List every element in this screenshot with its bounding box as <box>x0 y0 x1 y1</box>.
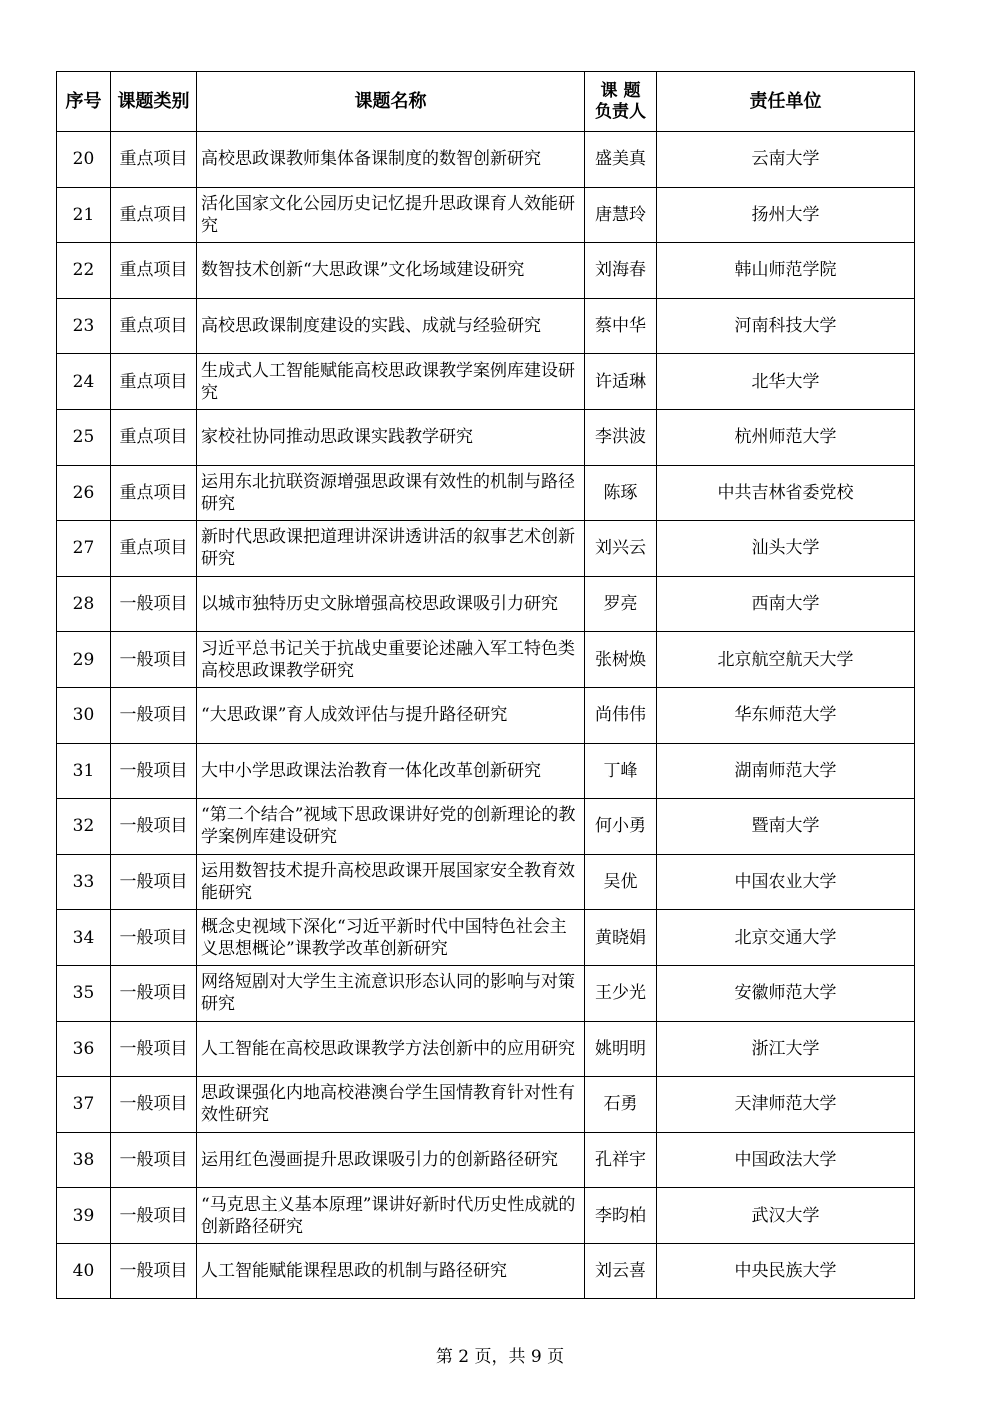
cell-lead: 黄晓娟 <box>585 910 657 966</box>
cell-no: 40 <box>57 1243 111 1299</box>
table-row <box>57 1077 915 1133</box>
cell-unit: 北华大学 <box>657 354 915 410</box>
cell-unit: 中国农业大学 <box>657 854 915 910</box>
table-row <box>57 910 915 966</box>
cell-title: 新时代思政课把道理讲深讲透讲活的叙事艺术创新研究 <box>197 521 585 577</box>
table-row <box>57 632 915 688</box>
cell-lead: 吴优 <box>585 854 657 910</box>
cell-no: 38 <box>57 1132 111 1188</box>
cell-title: 网络短剧对大学生主流意识形态认同的影响与对策研究 <box>197 965 585 1021</box>
cell-type: 一般项目 <box>111 743 197 799</box>
cell-no: 39 <box>57 1188 111 1244</box>
cell-lead: 盛美真 <box>585 132 657 188</box>
cell-lead: 刘兴云 <box>585 521 657 577</box>
cell-no: 28 <box>57 576 111 632</box>
table-row <box>57 132 915 188</box>
cell-unit: 湖南师范大学 <box>657 743 915 799</box>
cell-type: 一般项目 <box>111 1132 197 1188</box>
cell-title: 活化国家文化公园历史记忆提升思政课育人效能研究 <box>197 187 585 243</box>
cell-type: 一般项目 <box>111 1077 197 1133</box>
cell-unit: 河南科技大学 <box>657 298 915 354</box>
cell-type: 一般项目 <box>111 632 197 688</box>
table-row <box>57 521 915 577</box>
cell-title: 数智技术创新“大思政课”文化场域建设研究 <box>197 243 585 299</box>
cell-lead: 王少光 <box>585 965 657 1021</box>
cell-title: 思政课强化内地高校港澳台学生国情教育针对性有效性研究 <box>197 1077 585 1133</box>
cell-unit: 北京交通大学 <box>657 910 915 966</box>
cell-title: 以城市独特历史文脉增强高校思政课吸引力研究 <box>197 576 585 632</box>
table-row <box>57 187 915 243</box>
cell-title: 运用红色漫画提升思政课吸引力的创新路径研究 <box>197 1132 585 1188</box>
table-row <box>57 1132 915 1188</box>
cell-title: 大中小学思政课法治教育一体化改革创新研究 <box>197 743 585 799</box>
cell-title: “第二个结合”视域下思政课讲好党的创新理论的教学案例库建设研究 <box>197 799 585 855</box>
cell-no: 27 <box>57 521 111 577</box>
cell-type: 重点项目 <box>111 465 197 521</box>
cell-type: 一般项目 <box>111 965 197 1021</box>
cell-unit: 杭州师范大学 <box>657 409 915 465</box>
table-row <box>57 1021 915 1077</box>
cell-lead: 丁峰 <box>585 743 657 799</box>
cell-type: 一般项目 <box>111 910 197 966</box>
table-row <box>57 1188 915 1244</box>
cell-lead: 李洪波 <box>585 409 657 465</box>
cell-no: 30 <box>57 687 111 743</box>
table-row <box>57 409 915 465</box>
cell-no: 37 <box>57 1077 111 1133</box>
cell-lead: 唐慧玲 <box>585 187 657 243</box>
table-row <box>57 854 915 910</box>
cell-lead: 何小勇 <box>585 799 657 855</box>
cell-lead: 尚伟伟 <box>585 687 657 743</box>
table-body <box>57 132 915 1299</box>
table-row <box>57 743 915 799</box>
cell-no: 32 <box>57 799 111 855</box>
table-row <box>57 576 915 632</box>
header-lead-line2: 负责人 <box>595 101 646 122</box>
cell-lead: 姚明明 <box>585 1021 657 1077</box>
table-row <box>57 354 915 410</box>
table-row <box>57 799 915 855</box>
cell-title: 人工智能赋能课程思政的机制与路径研究 <box>197 1243 585 1299</box>
table-header-row <box>57 72 915 132</box>
cell-unit: 中国政法大学 <box>657 1132 915 1188</box>
table-row <box>57 243 915 299</box>
project-table <box>56 71 915 1299</box>
cell-lead: 张树焕 <box>585 632 657 688</box>
header-unit: 责任单位 <box>657 72 915 132</box>
cell-lead: 许适琳 <box>585 354 657 410</box>
cell-lead: 刘海春 <box>585 243 657 299</box>
cell-unit: 安徽师范大学 <box>657 965 915 1021</box>
cell-unit: 扬州大学 <box>657 187 915 243</box>
cell-type: 重点项目 <box>111 298 197 354</box>
cell-title: “大思政课”育人成效评估与提升路径研究 <box>197 687 585 743</box>
cell-no: 34 <box>57 910 111 966</box>
cell-type: 一般项目 <box>111 1243 197 1299</box>
cell-title: 高校思政课制度建设的实践、成就与经验研究 <box>197 298 585 354</box>
cell-unit: 北京航空航天大学 <box>657 632 915 688</box>
cell-no: 24 <box>57 354 111 410</box>
cell-lead: 蔡中华 <box>585 298 657 354</box>
cell-title: 生成式人工智能赋能高校思政课教学案例库建设研究 <box>197 354 585 410</box>
cell-unit: 浙江大学 <box>657 1021 915 1077</box>
cell-no: 22 <box>57 243 111 299</box>
cell-no: 21 <box>57 187 111 243</box>
cell-type: 一般项目 <box>111 799 197 855</box>
cell-title: 运用东北抗联资源增强思政课有效性的机制与路径研究 <box>197 465 585 521</box>
cell-lead: 罗亮 <box>585 576 657 632</box>
cell-unit: 韩山师范学院 <box>657 243 915 299</box>
cell-title: 高校思政课教师集体备课制度的数智创新研究 <box>197 132 585 188</box>
cell-title: 概念史视域下深化“习近平新时代中国特色社会主义思想概论”课教学改革创新研究 <box>197 910 585 966</box>
cell-unit: 暨南大学 <box>657 799 915 855</box>
header-type: 课题类别 <box>111 72 197 132</box>
cell-unit: 华东师范大学 <box>657 687 915 743</box>
cell-no: 35 <box>57 965 111 1021</box>
cell-unit: 云南大学 <box>657 132 915 188</box>
header-no: 序号 <box>57 72 111 132</box>
cell-no: 29 <box>57 632 111 688</box>
cell-title: 家校社协同推动思政课实践教学研究 <box>197 409 585 465</box>
cell-type: 一般项目 <box>111 854 197 910</box>
cell-lead: 李昀柏 <box>585 1188 657 1244</box>
cell-unit: 天津师范大学 <box>657 1077 915 1133</box>
cell-unit: 武汉大学 <box>657 1188 915 1244</box>
header-title: 课题名称 <box>197 72 585 132</box>
cell-type: 重点项目 <box>111 132 197 188</box>
cell-type: 重点项目 <box>111 521 197 577</box>
cell-type: 重点项目 <box>111 354 197 410</box>
cell-title: 运用数智技术提升高校思政课开展国家安全教育效能研究 <box>197 854 585 910</box>
cell-type: 重点项目 <box>111 409 197 465</box>
cell-no: 25 <box>57 409 111 465</box>
table-row <box>57 965 915 1021</box>
cell-lead: 石勇 <box>585 1077 657 1133</box>
table-row <box>57 687 915 743</box>
cell-unit: 中央民族大学 <box>657 1243 915 1299</box>
header-lead <box>585 72 657 132</box>
cell-lead: 孔祥宇 <box>585 1132 657 1188</box>
cell-type: 重点项目 <box>111 243 197 299</box>
cell-no: 26 <box>57 465 111 521</box>
cell-unit: 西南大学 <box>657 576 915 632</box>
cell-type: 一般项目 <box>111 687 197 743</box>
cell-type: 一般项目 <box>111 1188 197 1244</box>
table-row <box>57 298 915 354</box>
cell-unit: 中共吉林省委党校 <box>657 465 915 521</box>
cell-unit: 汕头大学 <box>657 521 915 577</box>
cell-no: 31 <box>57 743 111 799</box>
page-footer: 第 2 页，共 9 页 <box>435 1347 565 1367</box>
table-row <box>57 1243 915 1299</box>
header-lead-line1: 课 题 <box>600 80 641 101</box>
cell-type: 一般项目 <box>111 1021 197 1077</box>
cell-type: 重点项目 <box>111 187 197 243</box>
cell-no: 33 <box>57 854 111 910</box>
cell-no: 36 <box>57 1021 111 1077</box>
table-row <box>57 465 915 521</box>
cell-no: 23 <box>57 298 111 354</box>
cell-title: 习近平总书记关于抗战史重要论述融入军工特色类高校思政课教学研究 <box>197 632 585 688</box>
cell-title: 人工智能在高校思政课教学方法创新中的应用研究 <box>197 1021 585 1077</box>
cell-lead: 刘云喜 <box>585 1243 657 1299</box>
cell-lead: 陈琢 <box>585 465 657 521</box>
cell-type: 一般项目 <box>111 576 197 632</box>
cell-title: “马克思主义基本原理”课讲好新时代历史性成就的创新路径研究 <box>197 1188 585 1244</box>
cell-no: 20 <box>57 132 111 188</box>
